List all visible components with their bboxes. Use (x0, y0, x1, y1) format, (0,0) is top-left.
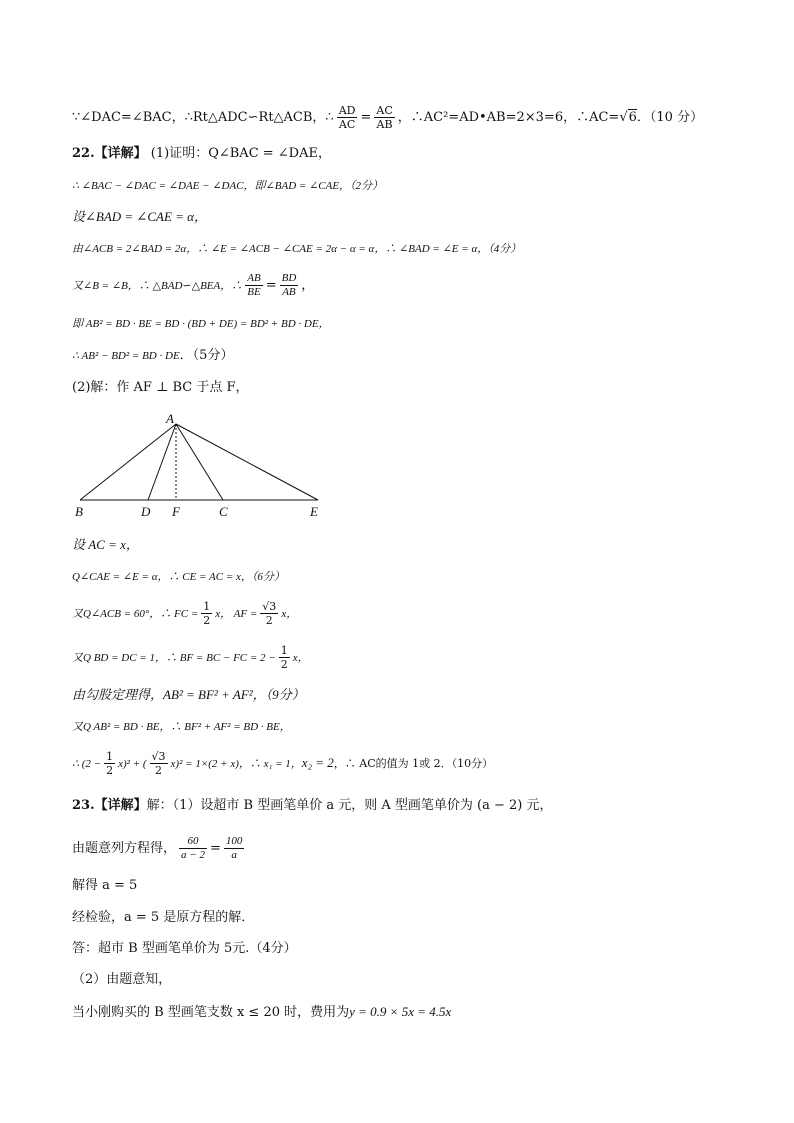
q22b-line-2: Q∠CAE = ∠E = α，∴ CE = AC = x，（6分） (72, 571, 285, 583)
fraction-ad-ac: $\frac{AD}{AC}$ (338, 104, 356, 131)
solution-line-21-end: ∵∠DAC=∠BAC，∴Rt△ADC∽Rt△ACB，∴ $\frac{AD}{AC}$ = $\frac{AC}{AB}$ ，∴AC²=AD•AB=2×3=6，∴AC=√6．（10 分） (72, 104, 704, 131)
fraction-ac-ab: $\frac{AC}{AB}$ (376, 104, 393, 131)
fraction-60: $\frac{60}{a - 2}$ (181, 835, 205, 861)
q22b-line-3: 又Q∠ACB = 60°，∴ FC = $\frac{1}{2}$ x， AF = $\frac{√3}{2}$ x， (72, 600, 298, 627)
q22-line-5: 又∠B = ∠B，∴ △BAD∽△BEA，∴ $\frac{AB}{BE}$ = $\frac{BD}{AB}$ ， (72, 272, 315, 298)
q22-line-8: (2)解：作 AF ⊥ BC 于点 F， (72, 380, 249, 395)
line-text: ∵∠DAC=∠BAC，∴Rt△ADC∽Rt△ACB，∴ (72, 110, 334, 125)
q22-line-3: 设∠BAD = ∠CAE = α， (72, 209, 207, 224)
q22-line-7: ∴ AB² − BD² = BD · DE．（5分） (72, 348, 234, 363)
q22-line-2: ∴ ∠BAC − ∠DAC = ∠DAE − ∠DAC，即∠BAD = ∠CAE，（2分） (72, 180, 384, 192)
label-f: F (172, 504, 180, 519)
q22b-line-7: ∴ (2 − $\frac{1}{2}$ x)² + ( $\frac{√3}{2}$ x)² = 1×(2 + x)，∴ x₁ = 1，x₂ = 2，∴ AC的值为 1或 2．（10分） (72, 750, 494, 777)
q23-line-5: 答：超市 B 型画笔单价为 5元.（4分） (72, 941, 297, 956)
label-b: B (75, 504, 83, 519)
fraction-root3-half: $\frac{√3}{2}$ (262, 600, 277, 627)
triangle-figure (68, 410, 358, 525)
q22-header: 22.【详解】 (1)证明：Q∠BAC = ∠DAE， (72, 146, 331, 161)
fraction-half: $\frac{1}{2}$ (203, 600, 211, 627)
label-a: A (166, 411, 174, 426)
fraction-bd-ab: $\frac{BD}{AB}$ (281, 272, 297, 298)
q23-line-3: 解得 a = 5 (72, 878, 138, 893)
fraction-ab-be: $\frac{AB}{BE}$ (247, 272, 261, 298)
q23-line-7: 当小刚购买的 B 型画笔支数 x ≤ 20 时，费用为y = 0.9 × 5x = 4.5x (72, 1004, 452, 1020)
label-d: D (141, 504, 151, 519)
q22b-line-5: 由勾股定理得，AB² = BF² + AF²，（9分） (72, 687, 305, 702)
q23-line-4: 经检验，a = 5 是原方程的解． (72, 910, 255, 925)
label-e: E (310, 504, 318, 519)
q22b-line-1: 设 AC = x， (72, 537, 139, 552)
q22b-line-4: 又Q BD = DC = 1，∴ BF = BC − FC = 2 − $\frac{1}{2}$ x， (72, 644, 309, 671)
q23-line-2: 由题意列方程得， $\frac{60}{a - 2}$ = $\frac{100}{a}$ (72, 835, 243, 861)
q23-line-6: （2）由题意知， (72, 972, 172, 987)
q22-line-4: 由∠ACB = 2∠BAD = 2α，∴ ∠E = ∠ACB − ∠CAE = 2α − α = α，∴ ∠BAD = ∠E = α，（4分） (72, 243, 522, 255)
fraction-root3-half-2: $\frac{√3}{2}$ (151, 750, 166, 777)
fraction-100: $\frac{100}{a}$ (225, 835, 243, 861)
fraction-half-3: $\frac{1}{2}$ (106, 750, 114, 777)
q22b-line-6: 又Q AB² = BD · BE，∴ BF² + AF² = BD · BE， (72, 721, 291, 733)
q22-line-6: 即 AB² = BD · BE = BD · (BD + DE) = BD² + BD · DE， (72, 318, 330, 330)
label-c: C (219, 504, 228, 519)
q23-header: 23.【详解】解：（1）设超市 B 型画笔单价 a 元，则 A 型画笔单价为 (a − 2) 元， (72, 798, 553, 813)
segment-ac (176, 424, 223, 500)
fraction-half-2: $\frac{1}{2}$ (280, 644, 288, 671)
segment-ae (176, 424, 318, 500)
